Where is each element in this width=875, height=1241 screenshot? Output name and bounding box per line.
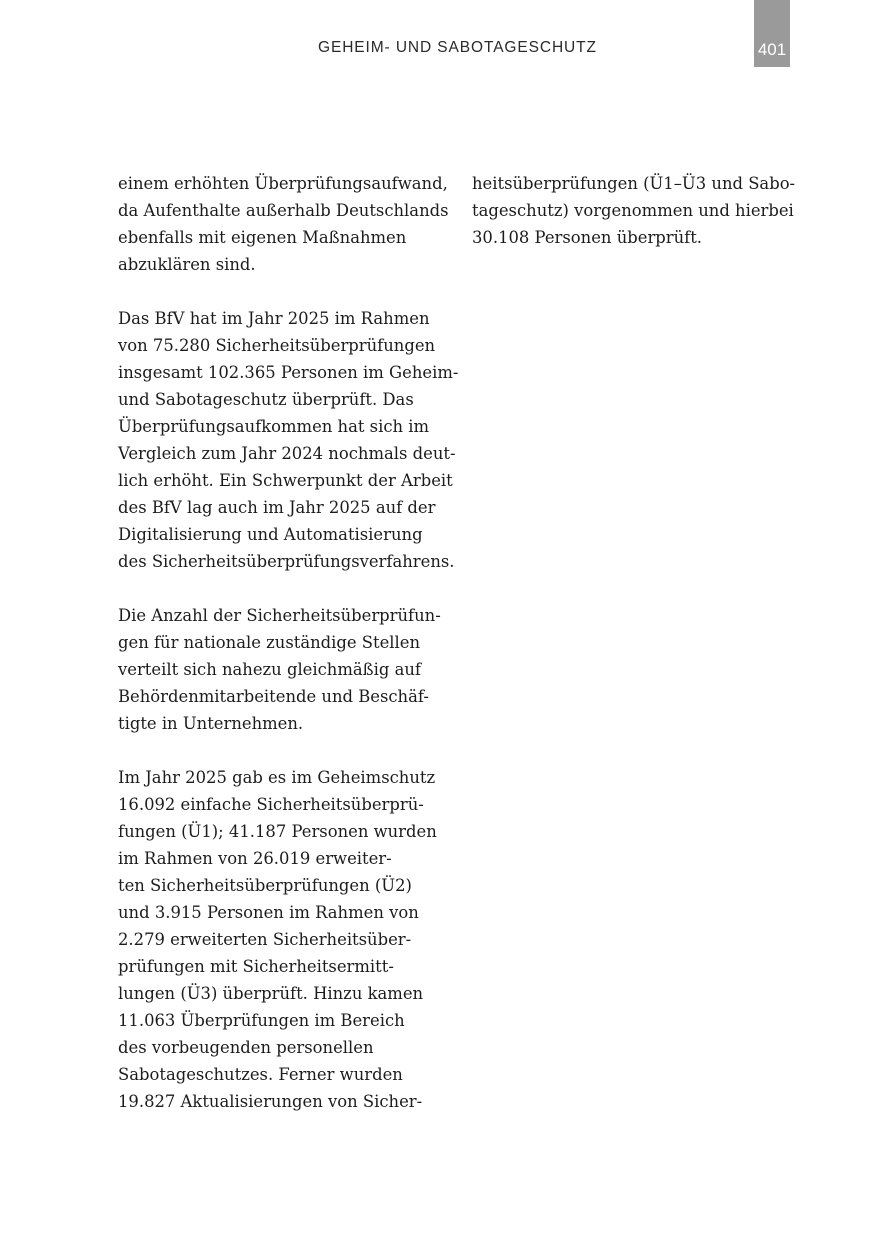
- text-line: Vergleich zum Jahr 2024 nochmals deut-: [118, 444, 456, 463]
- text-line: insgesamt 102.365 Personen im Geheim-: [118, 363, 459, 382]
- text-line: abzuklären sind.: [118, 255, 256, 274]
- text-line: lich erhöht. Ein Schwerpunkt der Arbeit: [118, 471, 453, 490]
- text-line: ebenfalls mit eigenen Maßnahmen: [118, 228, 407, 247]
- text-line: Sabotageschutzes. Ferner wurden: [118, 1065, 403, 1084]
- paragraph: [118, 764, 448, 1115]
- text-line: da Aufenthalte außerhalb Deutschlands: [118, 201, 449, 220]
- text-line: Digitalisierung und Automatisierung: [118, 525, 423, 544]
- left-text-column: [118, 170, 459, 1142]
- text-line: 19.827 Aktualisierungen von Sicher-: [118, 1092, 423, 1111]
- text-line: und 3.915 Personen im Rahmen von: [118, 903, 419, 922]
- text-line: von 75.280 Sicherheitsüberprüfungen: [118, 336, 436, 355]
- paragraph: [472, 170, 796, 251]
- text-line: Die Anzahl der Sicherheitsüberprüfun-: [118, 606, 441, 625]
- text-line: fungen (Ü1); 41.187 Personen wurden: [118, 822, 437, 841]
- text-line: und Sabotageschutz überprüft. Das: [118, 390, 414, 409]
- text-line: 2.279 erweiterten Sicherheitsüber-: [118, 930, 412, 949]
- text-line: gen für nationale zuständige Stellen: [118, 633, 421, 652]
- text-line: tageschutz) vorgenommen und hierbei: [472, 201, 794, 220]
- text-line: des vorbeugenden personellen: [118, 1038, 374, 1057]
- text-line: ten Sicherheitsüberprüfungen (Ü2): [118, 876, 412, 895]
- text-line: im Rahmen von 26.019 erweiter-: [118, 849, 392, 868]
- right-text-column: [472, 170, 796, 278]
- text-line: Überprüfungsaufkommen hat sich im: [118, 417, 430, 436]
- text-line: 16.092 einfache Sicherheitsüberprü-: [118, 795, 424, 814]
- text-line: 11.063 Überprüfungen im Bereich: [118, 1011, 405, 1030]
- text-line: verteilt sich nahezu gleichmäßig auf: [118, 660, 421, 679]
- text-line: des Sicherheitsüberprüfungsverfahrens.: [118, 552, 455, 571]
- text-line: einem erhöhten Überprüfungsaufwand,: [118, 174, 448, 193]
- text-line: Behördenmitarbeitende und Beschäf-: [118, 687, 429, 706]
- text-line: tigte in Unternehmen.: [118, 714, 304, 733]
- text-line: lungen (Ü3) überprüft. Hinzu kamen: [118, 984, 424, 1003]
- page-number-tab: [754, 0, 790, 67]
- page-number: 401: [757, 40, 787, 59]
- text-line: heitsüberprüfungen (Ü1–Ü3 und Sabo-: [472, 174, 796, 193]
- paragraph: [118, 170, 448, 278]
- text-line: Das BfV hat im Jahr 2025 im Rahmen: [118, 309, 430, 328]
- paragraph: [118, 602, 448, 737]
- text-line: Im Jahr 2025 gab es im Geheimschutz: [118, 768, 436, 787]
- text-line: prüfungen mit Sicherheitsermitt-: [118, 957, 394, 976]
- text-line: 30.108 Personen überprüft.: [472, 228, 703, 247]
- text-line: des BfV lag auch im Jahr 2025 auf der: [118, 498, 436, 517]
- running-header-title: GEHEIM- UND SABOTAGESCHUTZ: [318, 39, 597, 56]
- paragraph: [118, 305, 459, 575]
